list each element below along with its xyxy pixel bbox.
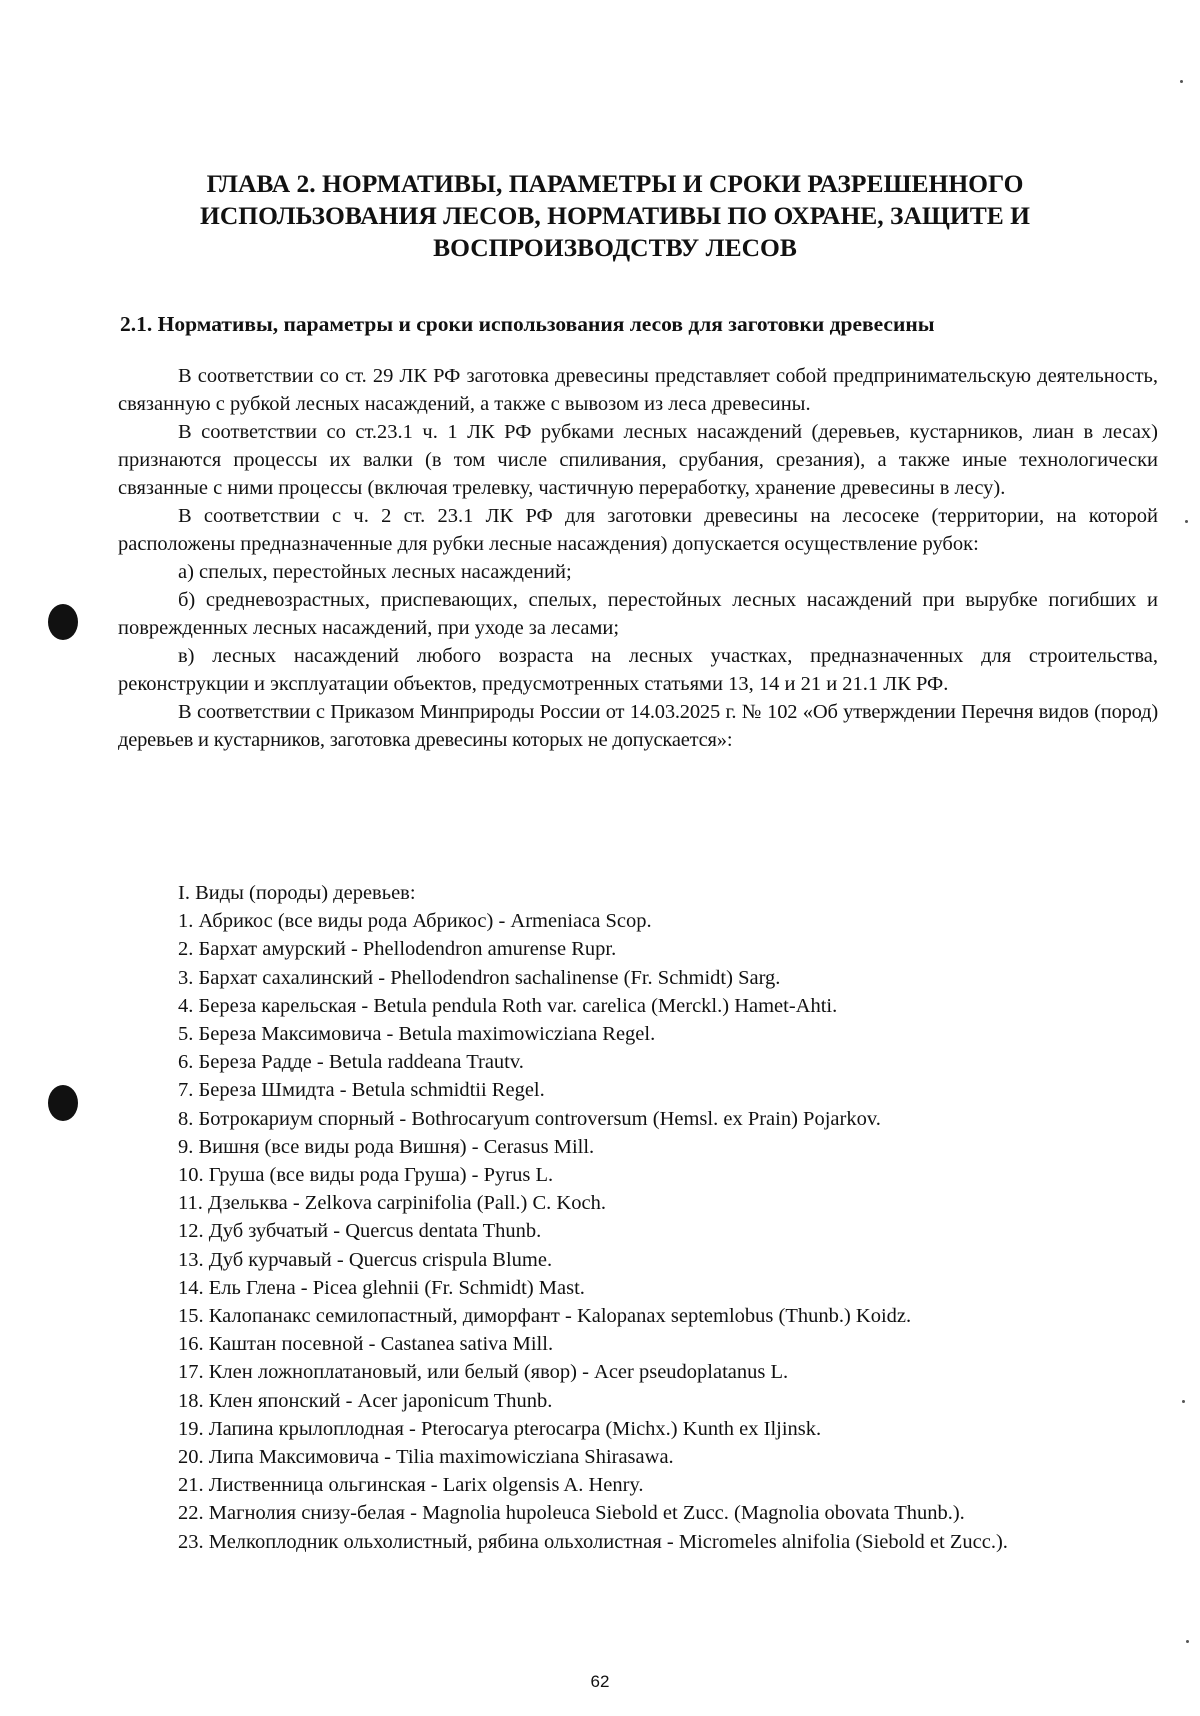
section-title: 2.1. Нормативы, параметры и сроки использования лесов для заготовки древесины <box>120 312 935 336</box>
chapter-title <box>120 168 1110 264</box>
list-item: 6. Береза Радде - Betula raddeana Trautv. <box>178 1051 524 1074</box>
list-item: 8. Ботрокариум спорный - Bothrocaryum controversum (Hemsl. ex Prain) Pojarkov. <box>178 1107 881 1130</box>
list-item: 13. Дуб курчавый - Quercus crispula Blume. <box>178 1248 553 1271</box>
paragraph: б) средневозрастных, приспевающих, спелых, перестойных лесных насаждений при вырубке погибших и поврежденных лесных насаждений, при уходе за лесами; <box>118 589 1158 639</box>
paragraph: В соответствии со ст.23.1 ч. 1 ЛК РФ рубками лесных насаждений (деревьев, кустарников, лиан в лесах) признаются процессы их валки (в том числе спиливания, срубания, срезания), а также иные технологически связанные с ними процессы (включая трелевку, частичную переработку, хранение древесины в лесу). <box>118 421 1158 499</box>
paragraph: а) спелых, перестойных лесных насаждений; <box>178 561 572 583</box>
list-item: 22. Магнолия снизу-белая - Magnolia hupoleuca Siebold et Zucc. (Magnolia obovata Thunb.). <box>178 1502 965 1525</box>
list-item: 10. Груша (все виды рода Груша) - Pyrus L. <box>178 1164 554 1187</box>
list-heading: I. Виды (породы) деревьев: <box>178 882 416 904</box>
paragraph: В соответствии с ч. 2 ст. 23.1 ЛК РФ для заготовки древесины на лесосеке (территории, на которой расположены предназначенные для рубки лесные насаждения) допускается осуществление рубок: <box>118 505 1158 555</box>
scan-speck <box>1186 1640 1189 1643</box>
scan-speck <box>1185 520 1188 523</box>
list-item: 16. Каштан посевной - Castanea sativa Mill. <box>178 1333 554 1356</box>
list-item: 20. Липа Максимовича - Tilia maximowicziana Shirasawa. <box>178 1446 674 1469</box>
species-list <box>178 879 1178 1556</box>
list-item: 4. Береза карельская - Betula pendula Roth var. carelica (Merckl.) Hamet-Ahti. <box>178 994 838 1017</box>
page-number: 62 <box>590 1672 610 1691</box>
list-item: 18. Клен японский - Acer japonicum Thunb. <box>178 1389 553 1412</box>
scan-speck <box>1182 1400 1185 1403</box>
list-item: 7. Береза Шмидта - Betula schmidtii Regel. <box>178 1079 545 1102</box>
list-item: 3. Бархат сахалинский - Phellodendron sachalinense (Fr. Schmidt) Sarg. <box>178 966 781 989</box>
body-text <box>118 362 1158 754</box>
list-item: 21. Лиственница ольгинская - Larix olgensis A. Henry. <box>178 1474 644 1497</box>
list-item: 1. Абрикос (все виды рода Абрикос) - Armeniaca Scop. <box>178 910 652 933</box>
list-item: 14. Ель Глена - Picea glehnii (Fr. Schmidt) Mast. <box>178 1276 585 1299</box>
chapter-title-line: ИСПОЛЬЗОВАНИЯ ЛЕСОВ, НОРМАТИВЫ ПО ОХРАНЕ, ЗАЩИТЕ И <box>200 201 1030 230</box>
scan-speck <box>1180 80 1183 83</box>
chapter-title-line: ГЛАВА 2. НОРМАТИВЫ, ПАРАМЕТРЫ И СРОКИ РАЗРЕШЕННОГО <box>206 169 1024 198</box>
list-item: 5. Береза Максимовича - Betula maximowicziana Regel. <box>178 1023 656 1046</box>
paragraph: В соответствии с Приказом Минприроды России от 14.03.2025 г. № 102 «Об утверждении Перечня видов (пород) деревьев и кустарников, заготовка древесины которых не допускается»: <box>118 701 1158 751</box>
list-item: 23. Мелкоплодник ольхолистный, рябина ольхолистная - Micromeles alnifolia (Siebold et Zucc.). <box>178 1530 1008 1553</box>
punch-hole-mark <box>48 604 78 640</box>
list-item: 17. Клен ложноплатановый, или белый (явор) - Acer pseudoplatanus L. <box>178 1361 789 1384</box>
punch-hole-mark <box>48 1085 78 1121</box>
list-item: 12. Дуб зубчатый - Quercus dentata Thunb. <box>178 1220 542 1243</box>
list-item: 19. Лапина крылоплодная - Pterocarya pterocarpa (Michx.) Kunth ex Iljinsk. <box>178 1417 822 1440</box>
list-item: 9. Вишня (все виды рода Вишня) - Cerasus Mill. <box>178 1135 595 1158</box>
chapter-title-line: ВОСПРОИЗВОДСТВУ ЛЕСОВ <box>433 233 797 262</box>
list-item: 11. Дзельква - Zelkova carpinifolia (Pall.) C. Koch. <box>178 1192 606 1215</box>
list-item: 2. Бархат амурский - Phellodendron amurense Rupr. <box>178 938 617 961</box>
paragraph: В соответствии со ст. 29 ЛК РФ заготовка древесины представляет собой предпринимательскую деятельность, связанную с рубкой лесных насаждений, а также с вывозом из леса древесины. <box>118 365 1158 415</box>
paragraph: в) лесных насаждений любого возраста на лесных участках, предназначенных для строительства, реконструкции и эксплуатации объектов, предусмотренных статьями 13, 14 и 21 и 21.1 ЛК РФ. <box>118 645 1158 695</box>
list-item: 15. Калопанакс семилопастный, диморфант - Kalopanax septemlobus (Thunb.) Koidz. <box>178 1305 912 1328</box>
